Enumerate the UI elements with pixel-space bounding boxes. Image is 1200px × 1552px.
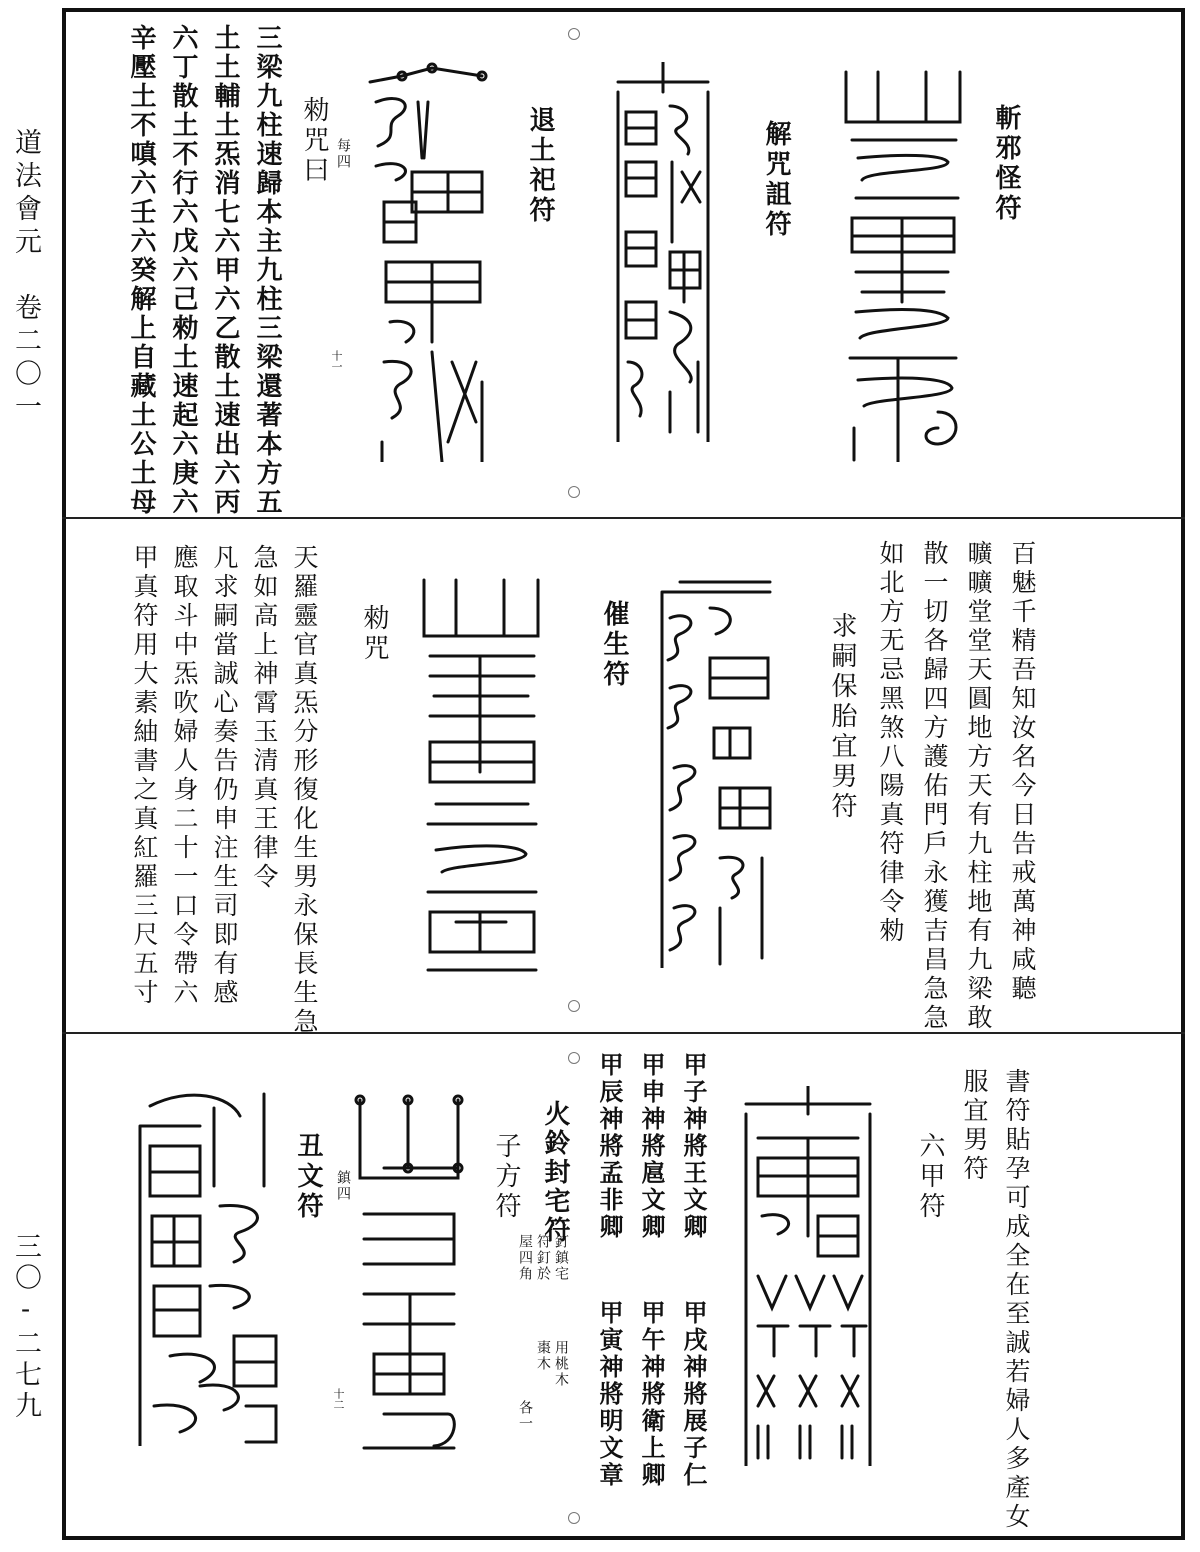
- talisman-zhanxie: [838, 62, 968, 462]
- binding-hole: [568, 28, 580, 40]
- section-marker-1: 十一: [330, 350, 343, 372]
- section2-text-r2: 曠曠堂堂天圓地方天有九柱地有九梁敢: [964, 540, 993, 1033]
- section-marker-3: 十二: [332, 1388, 345, 1410]
- talisman-zifang: [354, 1094, 464, 1454]
- huoling-note-4: 用桃木: [553, 1340, 569, 1388]
- talisman-label-tuitu: 退土祀符: [525, 106, 555, 226]
- incantation-line-1: 三梁九柱速歸本主九柱三梁還著本方五: [252, 24, 282, 517]
- section2-text-r3: 散一切各歸四方護佑門戶永獲吉昌急急: [920, 540, 949, 1033]
- section2-text-l5: 甲真符用大素紬書之真紅羅三尺五寸: [130, 544, 159, 1008]
- incantation-line-4: 辛壓土不嗔六壬六癸解上自藏土公土母: [126, 24, 156, 517]
- talisman-jiezhou: [608, 62, 718, 442]
- talisman-liujia: [738, 1086, 878, 1466]
- talisman-tuitu: [362, 62, 492, 462]
- chi-label-1: 勑咒曰: [299, 96, 329, 186]
- huoling-note-5: 棗木: [535, 1340, 551, 1372]
- talisman-label-chouwen: 丑文符: [293, 1132, 323, 1222]
- section2-text-l3: 凡求嗣當誠心奏告仍申注生司即有感: [210, 544, 239, 1008]
- section2-text-l1: 天羅靈官真炁分形復化生男永保長生急: [290, 544, 319, 1037]
- section2-text-l2: 急如高上神霄玉清真王律令: [250, 544, 279, 892]
- binding-hole: [568, 1512, 580, 1524]
- god-jiashen: 甲申神將扈文卿: [637, 1052, 666, 1241]
- talisman-cuisheng-chi: [416, 572, 546, 972]
- margin-title: 道法會元 卷二〇一: [10, 128, 41, 425]
- talisman-label-jiezhou: 解咒詛符: [761, 120, 791, 240]
- section3-text-r2: 服宜男符: [960, 1068, 989, 1184]
- talisman-chouwen: [130, 1086, 280, 1446]
- binding-hole: [568, 1000, 580, 1012]
- section2-text-r4: 如北方无忌黑煞八陽真符律令勑: [876, 540, 905, 946]
- god-jiaxu: 甲戌神將展子仁: [679, 1300, 708, 1489]
- god-jiayin: 甲寅神將明文章: [595, 1300, 624, 1489]
- section3-text-r1: 書符貼孕可成全在至誠若婦人多產女: [1002, 1068, 1031, 1532]
- chi-label-2: 勑咒: [359, 604, 389, 664]
- talisman-cuisheng: [650, 568, 780, 968]
- section-divider-2: [62, 1032, 1185, 1034]
- section2-text-l4: 應取斗中炁吹婦人身二十一口令帶六: [170, 544, 199, 1008]
- god-jiawu: 甲午神將衛上卿: [637, 1300, 666, 1489]
- talisman-label-huoling: 火鈴封宅符: [540, 1100, 570, 1245]
- huoling-note-3: 屋四角: [517, 1234, 533, 1282]
- section2-text-r1: 百魅千精吾知汝名今日告戒萬神咸聽: [1008, 540, 1037, 1004]
- talisman-label-zifang: 子方符: [491, 1132, 521, 1222]
- god-jiazi: 甲子神將王文卿: [679, 1052, 708, 1241]
- small-note-3: 鎮四: [335, 1170, 351, 1202]
- section-divider-1: [62, 517, 1185, 519]
- incantation-line-2: 土土輔土炁消七六甲六乙散土速出六丙: [210, 24, 240, 517]
- margin-page-number: 三〇‐二七九: [10, 1232, 41, 1422]
- binding-hole: [568, 486, 580, 498]
- huoling-note-6: 各一: [517, 1400, 533, 1432]
- god-jiachen: 甲辰神將孟非卿: [595, 1052, 624, 1241]
- huoling-note-2: 符釘於: [535, 1234, 551, 1282]
- talisman-label-liujia: 六甲符: [915, 1132, 945, 1222]
- talisman-label-cuisheng: 催生符: [599, 600, 629, 690]
- binding-hole: [568, 1052, 580, 1064]
- huoling-note-1: 釘鎮宅: [553, 1234, 569, 1282]
- talisman-label-qiusi: 求嗣保胎宜男符: [827, 612, 857, 822]
- talisman-label-zhanxie: 斬邪怪符: [991, 104, 1021, 224]
- small-note-1: 每四: [335, 138, 351, 170]
- incantation-line-3: 六丁散土不行六戊六己勑土速起六庚六: [168, 24, 198, 517]
